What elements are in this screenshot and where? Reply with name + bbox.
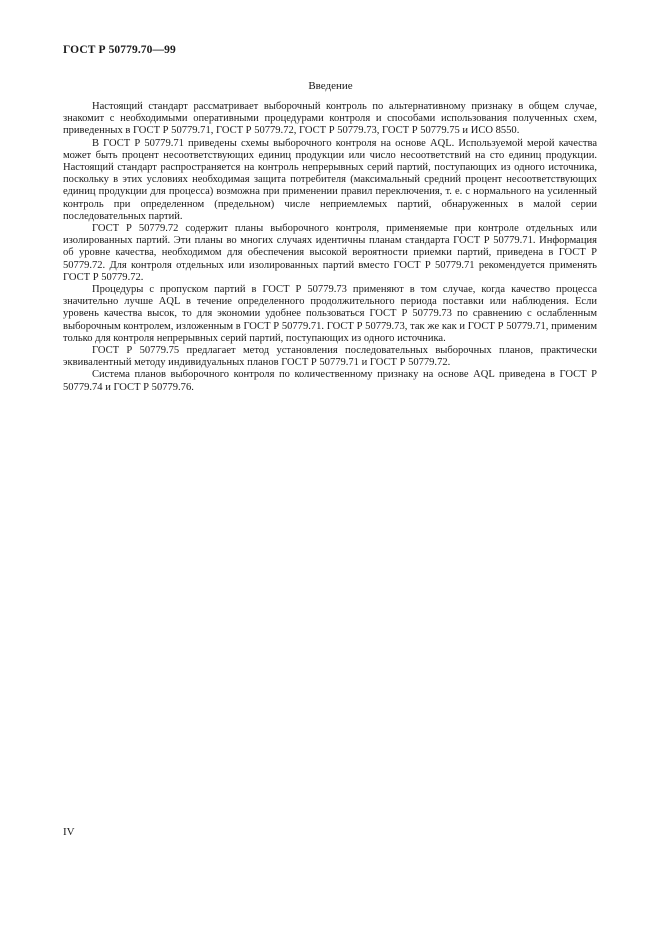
paragraph: В ГОСТ Р 50779.71 приведены схемы выборочного контроля на основе AQL. Используемой мерой качества может быть процент несоответствующих единиц продукции или число несоответствий на сто единиц продукции. Настоящий стандарт распространяется на контроль непрерывных серий партий, поступающих из одного источника, поскольку в этих условиях необходимая защита потребителя (максимальный средний процент несоответствующих единиц продукции для процесса) возможна при применении правил переключения, т. е. с нормального на усиленный контроль при определенном (предельном) числе неприемлемых партий, обнаруженных в малой серии последовательных партий. <box>63 137 597 222</box>
page-number: IV <box>63 826 75 838</box>
section-title: Введение <box>308 80 353 92</box>
paragraph: Настоящий стандарт рассматривает выборочный контроль по альтернативному признаку в общем случае, знакомит с необходимыми оперативными процедурами контроля и способами использования полученных схем, приведенных в ГОСТ Р 50779.71, ГОСТ Р 50779.72, ГОСТ Р 50779.73, ГОСТ Р 50779.75 и ИСО 8550. <box>63 101 597 137</box>
paragraph: Процедуры с пропуском партий в ГОСТ Р 50779.73 применяют в том случае, когда качество процесса значительно лучше AQL в течение определенного продолжительного периода поставки или наблюдения. Если уровень качества высок, то для экономии удобнее пользоваться ГОСТ Р 50779.73 по сравнению с ослабленным выборочным контролем, изложенным в ГОСТ Р 50779.71. ГОСТ Р 50779.73, так же как и ГОСТ Р 50779.71, применим только для контроля непрерывных серий партий, поступающих из одного источника. <box>63 284 597 344</box>
paragraph: ГОСТ Р 50779.75 предлагает метод установления последовательных выборочных планов, практически эквивалентный методу индивидуальных планов ГОСТ Р 50779.71 и ГОСТ Р 50779.72. <box>63 345 597 369</box>
body-text <box>63 101 597 394</box>
document-number: ГОСТ Р 50779.70—99 <box>63 44 176 56</box>
paragraph: Система планов выборочного контроля по количественному признаку на основе AQL приведена в ГОСТ Р 50779.74 и ГОСТ Р 50779.76. <box>63 369 597 393</box>
paragraph: ГОСТ Р 50779.72 содержит планы выборочного контроля, применяемые при контроле отдельных или изолированных партий. Эти планы во многих случаях идентичны планам стандарта ГОСТ Р 50779.71. Информация об уровне качества, необходимом для обеспечения высокой вероятности приемки партий, приведена в ГОСТ Р 50779.72. Для контроля отдельных или изолированных партий вместо ГОСТ Р 50779.71 рекомендуется применять ГОСТ Р 50779.72. <box>63 223 597 283</box>
